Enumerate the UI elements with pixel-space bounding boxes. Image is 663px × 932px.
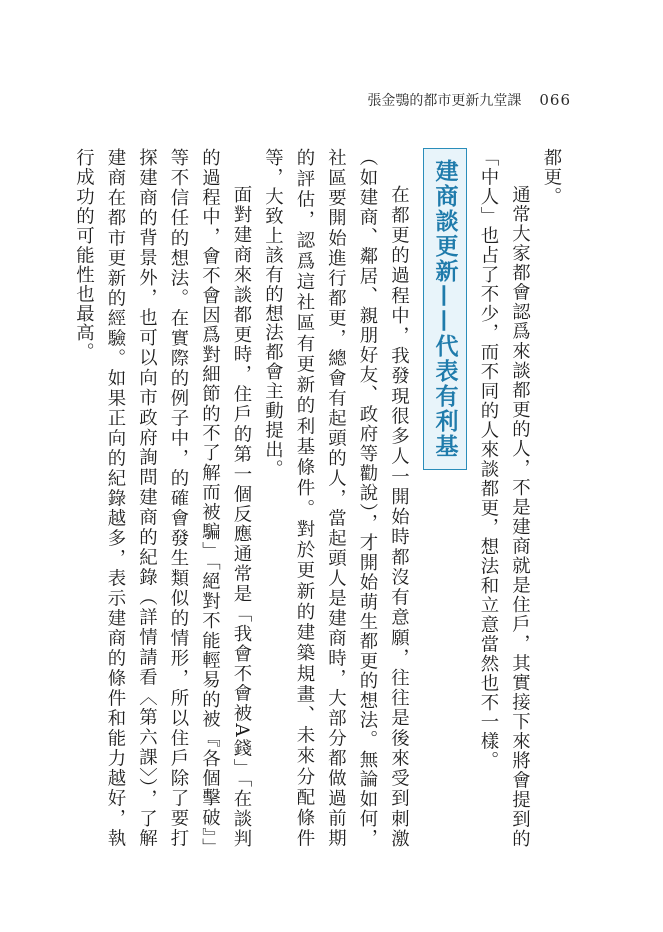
paragraph-resident-reaction: 面對建商來談都更時，住戶的第一個反應通常是「我會不會被A錢」「在談判的過程中，會不會因爲對細節的不了解而被騙」「絕對不能輕易的被『各個擊破』」等不信任的想法。在實際的例子中，的確會發生類似的情形，所以住戶除了要打探建商的背景外，也可以向市政府詢問建商的紀錄（詳情請看〈第六課〉），了解建商在都市更新的經驗。如果正向的紀錄越多，表示建商的條件和能力越好，執行成功的可能性也最高。 — [73, 148, 252, 848]
page-number: 066 — [539, 91, 571, 109]
paragraph-continuation: 都更。 — [541, 148, 562, 207]
paragraph-intro: 通常大家都會認爲來談都更的人，不是建商就是住戶，其實接下來將會提到的「中人」也占了不少，而不同的人來談都更，想法和立意當然也不一樣。 — [478, 148, 531, 848]
section-heading-block — [423, 148, 467, 848]
book-title: 張金鶚的都市更新九堂課 — [367, 93, 522, 109]
body-text — [73, 148, 567, 848]
running-header — [367, 90, 571, 110]
section-heading: 建商談更新——代表有利基 — [423, 148, 467, 470]
paragraph-developer-initiator: 在都更的過程中，我發現很多人一開始時都沒有意願，往往是後來受到刺激（如建商、鄰居、親朋好友、政府等勸說），才開始萌生都更的想法。無論如何，社區要開始進行都更，總會有起頭的人，當起頭人是建商時，大部分都做過前期的評估，認爲這社區有更新的利基條件。對於更新的建築規畫、未來分配條件等，大致上該有的想法都會主動提出。 — [262, 148, 410, 848]
